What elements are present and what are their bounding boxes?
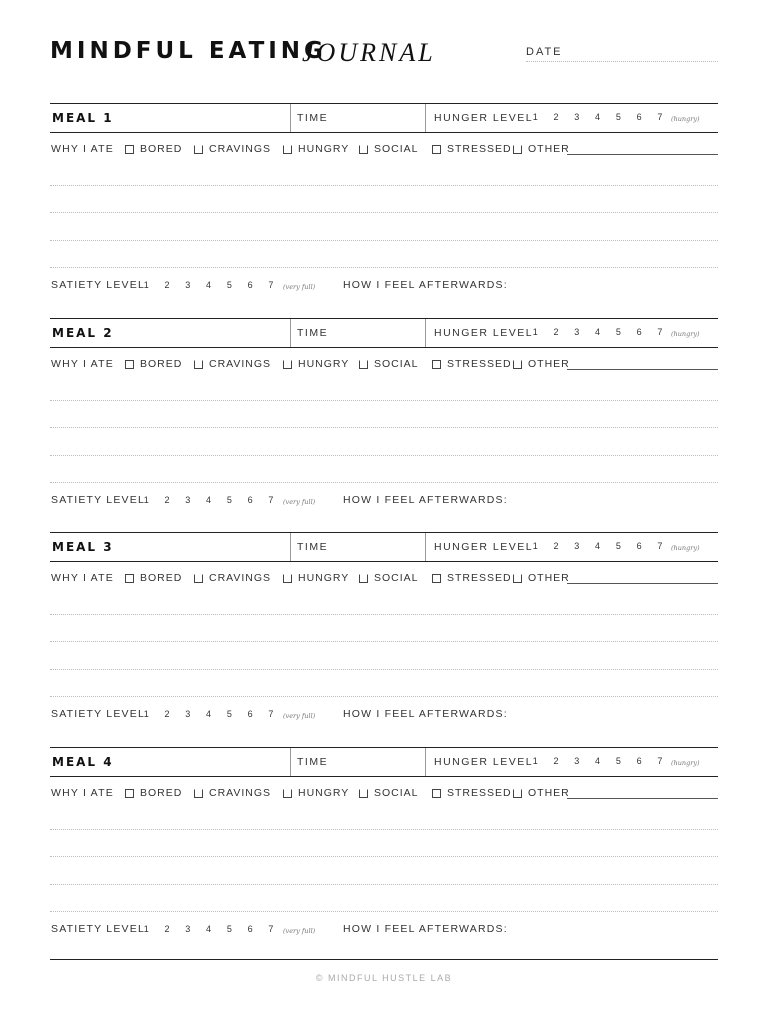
reason-option[interactable] [283,787,349,799]
hunger-scale [531,756,664,766]
reason-label: STRESSED [447,143,512,155]
hunger-level-label: HUNGER LEVEL [434,541,534,553]
satiety-scale-option[interactable]: 1 [143,280,149,290]
hunger-scale-option[interactable]: 2 [553,541,559,551]
hunger-scale-option[interactable]: 4 [595,541,601,551]
notes-line[interactable] [50,696,718,697]
reason-option[interactable] [283,358,349,370]
meal-name: MEAL 1 [52,111,114,125]
reason-label: SOCIAL [374,787,419,799]
satiety-scale-option[interactable]: 1 [143,709,149,719]
checkbox-icon[interactable] [283,574,292,583]
hunger-scale-option[interactable]: 7 [657,112,663,122]
reason-option[interactable] [194,787,271,799]
satiety-scale [142,924,275,934]
header-divider [290,748,291,776]
satiety-scale-option[interactable]: 1 [143,924,149,934]
reason-label: BORED [140,572,183,584]
reason-label: OTHER [528,572,570,584]
reason-option[interactable] [359,572,419,584]
satiety-scale-option[interactable]: 7 [268,924,274,934]
reason-option[interactable] [194,572,271,584]
satiety-scale-option[interactable]: 7 [268,495,274,505]
reason-label: SOCIAL [374,143,419,155]
reason-option[interactable] [432,143,512,155]
satiety-scale-option[interactable]: 2 [164,924,170,934]
hunger-scale-option[interactable]: 2 [553,756,559,766]
notes-line[interactable] [50,240,718,241]
hunger-scale-option[interactable]: 5 [615,327,621,337]
notes-line[interactable] [50,669,718,670]
hunger-scale-option[interactable]: 4 [595,327,601,337]
date-label: DATE [526,46,563,58]
hunger-level-label: HUNGER LEVEL [434,756,534,768]
checkbox-icon[interactable] [194,574,203,583]
checkbox-icon[interactable] [432,789,441,798]
reason-option[interactable] [125,143,182,155]
footer-divider [50,959,718,960]
notes-line[interactable] [50,212,718,213]
hunger-scale-option[interactable]: 1 [532,756,538,766]
satiety-scale-option[interactable]: 3 [185,495,191,505]
how-i-feel-label: HOW I FEEL AFTERWARDS: [343,923,508,935]
hunger-scale-option[interactable]: 6 [636,327,642,337]
reason-option[interactable] [125,572,182,584]
satiety-scale-option[interactable]: 5 [226,924,232,934]
hunger-level-label: HUNGER LEVEL [434,327,534,339]
satiety-level-label: SATIETY LEVEL [51,708,145,720]
header-divider [290,533,291,561]
reason-option[interactable] [359,358,419,370]
hunger-scale-option[interactable]: 1 [532,327,538,337]
checkbox-icon[interactable] [194,789,203,798]
satiety-scale-option[interactable]: 2 [164,709,170,719]
hunger-scale [531,112,664,122]
checkbox-icon[interactable] [194,360,203,369]
time-label: TIME [297,327,329,339]
satiety-scale-option[interactable]: 4 [206,924,212,934]
reason-label: STRESSED [447,358,512,370]
reason-option[interactable] [359,787,419,799]
satiety-level-label: SATIETY LEVEL [51,279,145,291]
satiety-scale-option[interactable]: 4 [206,495,212,505]
reason-label: HUNGRY [298,143,350,155]
why-i-ate-row [51,358,718,374]
satiety-note: (very full) [283,283,316,291]
satiety-scale-option[interactable]: 6 [247,709,253,719]
meal-header [50,103,718,133]
satiety-scale-option[interactable]: 2 [164,280,170,290]
satiety-scale [142,495,275,505]
page-header [50,38,718,70]
checkbox-icon[interactable] [125,789,134,798]
page-title-accent: JOURNAL [302,38,436,67]
meal-name: MEAL 3 [52,540,114,554]
meal-header [50,532,718,562]
other-reason-field[interactable] [567,583,718,584]
checkbox-icon[interactable] [125,145,134,154]
why-i-ate-label: WHY I ATE [51,358,114,370]
reason-label: STRESSED [447,787,512,799]
hunger-scale-option[interactable]: 4 [595,756,601,766]
hunger-scale-option[interactable]: 5 [615,756,621,766]
hunger-note: (hungry) [671,544,700,552]
hunger-scale-option[interactable]: 7 [657,541,663,551]
checkbox-icon[interactable] [513,145,522,154]
reason-label: CRAVINGS [209,143,272,155]
checkbox-icon[interactable] [283,360,292,369]
hunger-scale-option[interactable]: 3 [574,756,580,766]
meal-name: MEAL 2 [52,326,114,340]
hunger-scale-option[interactable]: 4 [595,112,601,122]
checkbox-icon[interactable] [432,145,441,154]
hunger-scale-option[interactable]: 6 [636,756,642,766]
why-i-ate-row [51,787,718,803]
time-label: TIME [297,756,329,768]
time-label: TIME [297,112,329,124]
satiety-note: (very full) [283,498,316,506]
how-i-feel-label: HOW I FEEL AFTERWARDS: [343,494,508,506]
satiety-scale-option[interactable]: 6 [247,924,253,934]
reason-label: STRESSED [447,572,512,584]
hunger-scale-option[interactable]: 2 [553,327,559,337]
reason-option[interactable] [432,787,512,799]
hunger-scale-option[interactable]: 3 [574,541,580,551]
notes-line[interactable] [50,829,718,830]
hunger-scale-option[interactable]: 3 [574,327,580,337]
header-divider [425,533,426,561]
header-divider [290,319,291,347]
notes-line[interactable] [50,884,718,885]
checkbox-icon[interactable] [125,360,134,369]
reason-label: OTHER [528,787,570,799]
hunger-scale-option[interactable]: 2 [553,112,559,122]
checkbox-icon[interactable] [359,145,368,154]
hunger-scale [531,541,664,551]
satiety-level-label: SATIETY LEVEL [51,494,145,506]
time-label: TIME [297,541,329,553]
reason-label: CRAVINGS [209,787,272,799]
reason-label: SOCIAL [374,572,419,584]
hunger-note: (hungry) [671,759,700,767]
satiety-scale-option[interactable]: 1 [143,495,149,505]
notes-line[interactable] [50,856,718,857]
satiety-row [51,923,718,939]
notes-line[interactable] [50,482,718,483]
why-i-ate-label: WHY I ATE [51,572,114,584]
satiety-scale-option[interactable]: 4 [206,280,212,290]
reason-label: HUNGRY [298,787,350,799]
reason-option[interactable] [359,143,419,155]
hunger-scale-option[interactable]: 6 [636,541,642,551]
why-i-ate-row [51,143,718,159]
reason-option-other[interactable] [513,572,570,584]
satiety-scale-option[interactable]: 4 [206,709,212,719]
hunger-scale-option[interactable]: 5 [615,541,621,551]
notes-line[interactable] [50,911,718,912]
satiety-row [51,708,718,724]
satiety-scale-option[interactable]: 5 [226,709,232,719]
meal-section [50,103,718,303]
reason-label: BORED [140,358,183,370]
satiety-note: (very full) [283,712,316,720]
reason-option[interactable] [125,787,182,799]
header-divider [425,748,426,776]
satiety-scale-option[interactable]: 6 [247,280,253,290]
reason-option-other[interactable] [513,358,570,370]
meal-header [50,318,718,348]
meal-section [50,318,718,518]
notes-line[interactable] [50,185,718,186]
checkbox-icon[interactable] [125,574,134,583]
hunger-scale-option[interactable]: 7 [657,756,663,766]
checkbox-icon[interactable] [513,360,522,369]
checkbox-icon[interactable] [283,789,292,798]
how-i-feel-label: HOW I FEEL AFTERWARDS: [343,708,508,720]
header-divider [425,319,426,347]
satiety-scale-option[interactable]: 3 [185,280,191,290]
hunger-scale-option[interactable]: 1 [532,541,538,551]
notes-line[interactable] [50,641,718,642]
hunger-note: (hungry) [671,330,700,338]
meal-header [50,747,718,777]
reason-option[interactable] [194,143,271,155]
hunger-scale [531,327,664,337]
date-field[interactable] [526,61,718,62]
reason-label: BORED [140,143,183,155]
satiety-scale [142,280,275,290]
header-divider [425,104,426,132]
hunger-scale-option[interactable]: 3 [574,112,580,122]
notes-line[interactable] [50,427,718,428]
reason-option[interactable] [283,143,349,155]
reason-label: OTHER [528,358,570,370]
satiety-scale [142,709,275,719]
reason-option[interactable] [283,572,349,584]
page-title: MINDFUL EATING [50,38,327,64]
satiety-scale-option[interactable]: 5 [226,495,232,505]
meal-name: MEAL 4 [52,755,114,769]
checkbox-icon[interactable] [359,574,368,583]
reason-label: OTHER [528,143,570,155]
copyright-text: © MINDFUL HUSTLE LAB [315,973,453,983]
satiety-scale-option[interactable]: 3 [185,924,191,934]
notes-line[interactable] [50,614,718,615]
checkbox-icon[interactable] [359,789,368,798]
header-divider [290,104,291,132]
satiety-scale-option[interactable]: 5 [226,280,232,290]
satiety-note: (very full) [283,927,316,935]
satiety-scale-option[interactable]: 7 [268,280,274,290]
reason-option[interactable] [194,358,271,370]
other-reason-field[interactable] [567,369,718,370]
notes-line[interactable] [50,267,718,268]
reason-label: CRAVINGS [209,358,272,370]
satiety-level-label: SATIETY LEVEL [51,923,145,935]
how-i-feel-label: HOW I FEEL AFTERWARDS: [343,279,508,291]
satiety-scale-option[interactable]: 7 [268,709,274,719]
checkbox-icon[interactable] [283,145,292,154]
hunger-scale-option[interactable]: 7 [657,327,663,337]
reason-option[interactable] [125,358,182,370]
checkbox-icon[interactable] [432,360,441,369]
hunger-scale-option[interactable]: 6 [636,112,642,122]
hunger-level-label: HUNGER LEVEL [434,112,534,124]
hunger-scale-option[interactable]: 5 [615,112,621,122]
meal-section [50,532,718,732]
reason-label: SOCIAL [374,358,419,370]
notes-line[interactable] [50,455,718,456]
meal-section [50,747,718,947]
satiety-row [51,494,718,510]
other-reason-field[interactable] [567,798,718,799]
reason-label: BORED [140,787,183,799]
reason-option[interactable] [432,572,512,584]
reason-label: HUNGRY [298,358,350,370]
notes-line[interactable] [50,400,718,401]
checkbox-icon[interactable] [513,789,522,798]
why-i-ate-label: WHY I ATE [51,787,114,799]
satiety-scale-option[interactable]: 6 [247,495,253,505]
satiety-row [51,279,718,295]
checkbox-icon[interactable] [194,145,203,154]
reason-option-other[interactable] [513,787,570,799]
reason-option[interactable] [432,358,512,370]
hunger-scale-option[interactable]: 1 [532,112,538,122]
satiety-scale-option[interactable]: 3 [185,709,191,719]
why-i-ate-row [51,572,718,588]
reason-label: HUNGRY [298,572,350,584]
checkbox-icon[interactable] [513,574,522,583]
checkbox-icon[interactable] [432,574,441,583]
reason-option-other[interactable] [513,143,570,155]
satiety-scale-option[interactable]: 2 [164,495,170,505]
other-reason-field[interactable] [567,154,718,155]
checkbox-icon[interactable] [359,360,368,369]
reason-label: CRAVINGS [209,572,272,584]
why-i-ate-label: WHY I ATE [51,143,114,155]
hunger-note: (hungry) [671,115,700,123]
